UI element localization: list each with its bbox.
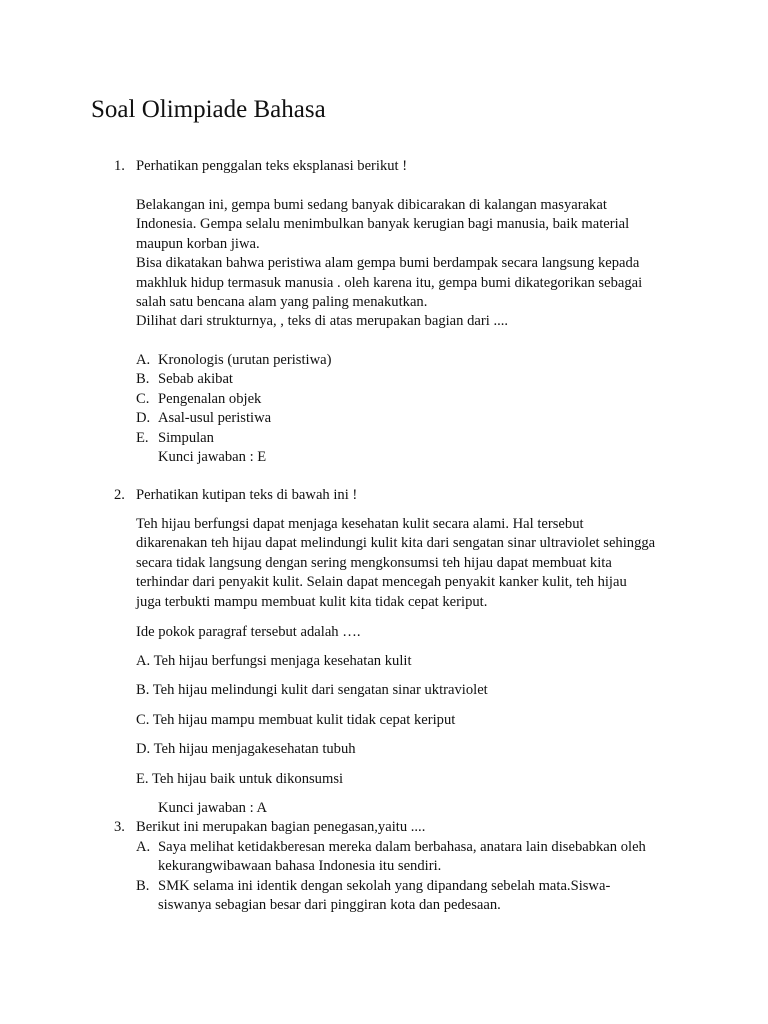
q2-question: Ide pokok paragraf tersebut adalah ….: [136, 624, 361, 640]
q1-passage-line: Belakangan ini, gempa bumi sedang banyak dibicarakan di kalangan masyarakat: [136, 197, 607, 213]
q2-option: A. Teh hijau berfungsi menjaga kesehatan kulit: [136, 653, 412, 669]
q3-option-letter: B.: [136, 878, 150, 894]
option-text: Kronologis (urutan peristiwa): [158, 352, 332, 368]
q3-option-line: SMK selama ini identik dengan sekolah yang dipandang sebelah mata.Siswa-: [158, 878, 611, 894]
option-letter: B.: [136, 371, 150, 388]
q2-option: B. Teh hijau melindungi kulit dari sengatan sinar uktraviolet: [136, 682, 488, 698]
q3-option-line: siswanya sebagian besar dari pinggiran kota dan pedesaan.: [158, 897, 501, 913]
q2-answer-key: Kunci jawaban : A: [158, 800, 268, 816]
q2-passage-line: dikarenakan teh hijau dapat melindungi kulit kita dari sengatan sinar ultraviolet sehingga: [136, 535, 656, 552]
q2-passage-line: secara tidak langsung dengan sering mengkonsumsi teh hijau dapat membuat kita: [136, 554, 612, 571]
q2-passage-line: terhindar dari penyakit kulit. Selain dapat mencegah penyakit kanker kulit, teh hijau: [136, 574, 627, 591]
q1-passage-line: salah satu bencana alam yang paling menakutkan.: [136, 294, 428, 311]
document-title: Soal Olimpiade Bahasa: [91, 96, 326, 123]
q3-option-letter: A.: [136, 839, 151, 855]
q2-number: 2.: [114, 487, 125, 503]
option-letter: A.: [136, 352, 151, 368]
q1-option: [136, 351, 331, 370]
q2-option: E. Teh hijau baik untuk dikonsumsi: [136, 771, 344, 787]
q1-number: 1.: [114, 158, 125, 174]
q2-passage: [136, 515, 655, 612]
q1-passage-line: maupun korban jiwa.: [136, 235, 260, 252]
q2-passage-line: juga terbukti mampu membuat kulit kita tidak cepat keriput.: [136, 593, 488, 610]
option-letter: E.: [136, 429, 149, 446]
q2-prompt: Perhatikan kutipan teks di bawah ini !: [136, 487, 358, 503]
q1-passage-line: Dilihat dari strukturnya, , teks di atas merupakan bagian dari ....: [136, 313, 509, 330]
q2-option: D. Teh hijau menjagakesehatan tubuh: [136, 741, 356, 757]
q1-option: [136, 429, 331, 448]
q3-prompt: Berikut ini merupakan bagian penegasan,yaitu ....: [136, 819, 426, 835]
q1-option: [136, 370, 331, 389]
q3-option-line: kekurangwibawaan bahasa Indonesia itu sendiri.: [158, 858, 442, 874]
q1-passage-line: Bisa dikatakan bahwa peristiwa alam gempa bumi berdampak secara langsung kepada: [136, 255, 640, 272]
q3-number: 3.: [114, 819, 125, 835]
option-letter: C.: [136, 390, 150, 407]
q1-passage-line: Indonesia. Gempa selalu menimbulkan banyak kerugian bagi manusia, baik material: [136, 216, 630, 233]
q1-option: [136, 390, 331, 409]
q1-answer-key: Kunci jawaban : E: [158, 449, 267, 466]
q1-passage: [136, 196, 642, 332]
q1-options: [136, 351, 331, 467]
q1-option: [136, 409, 331, 428]
q1-prompt: Perhatikan penggalan teks eksplanasi berikut !: [136, 158, 408, 174]
q2-option: C. Teh hijau mampu membuat kulit tidak cepat keriput: [136, 712, 456, 728]
option-text: Simpulan: [158, 429, 214, 446]
option-letter: D.: [136, 410, 151, 427]
option-text: Sebab akibat: [158, 371, 233, 388]
q1-passage-line: makhluk hidup termasuk manusia . oleh karena itu, gempa bumi dikategorikan sebagai: [136, 274, 643, 291]
q3-option-line: Saya melihat ketidakberesan mereka dalam berbahasa, anatara lain disebabkan oleh: [158, 839, 646, 855]
q2-passage-line: Teh hijau berfungsi dapat menjaga kesehatan kulit secara alami. Hal tersebut: [136, 516, 584, 532]
option-text: Pengenalan objek: [158, 390, 262, 407]
option-text: Asal-usul peristiwa: [158, 410, 272, 427]
